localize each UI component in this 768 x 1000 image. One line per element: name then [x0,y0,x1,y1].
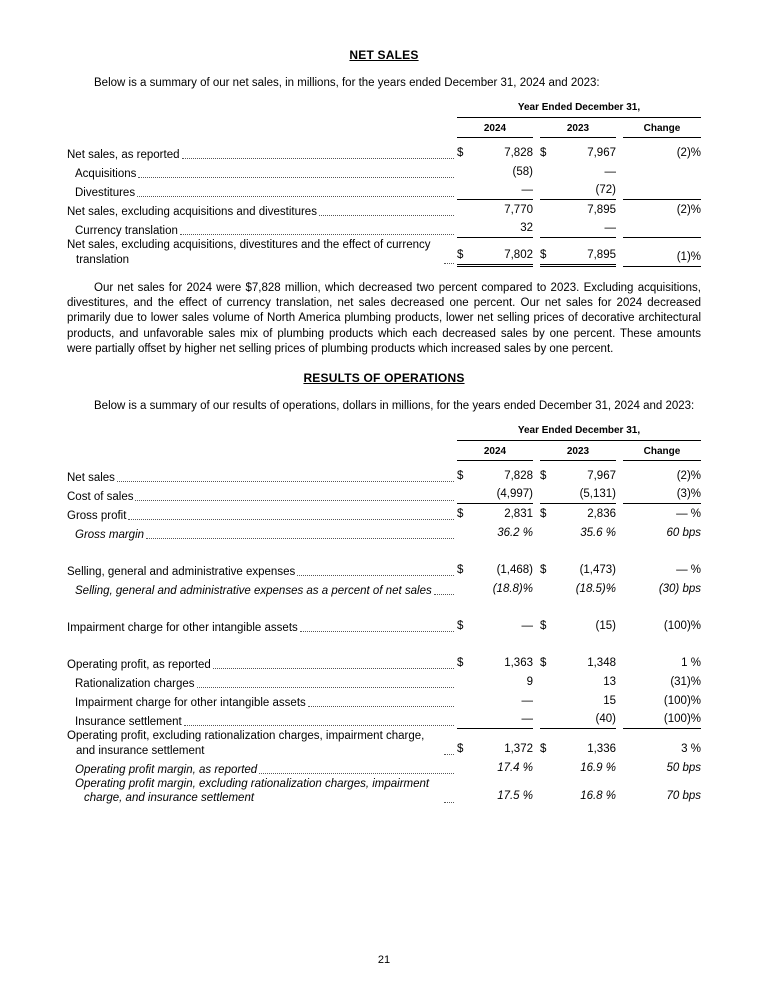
value-2024: — [521,712,533,725]
table-span-header-row [67,101,701,118]
header-spacer [67,122,457,138]
table-span-header-row [67,424,701,441]
row-label: Divestitures [75,187,136,199]
table-row [67,181,701,200]
change-cell: (100)% [663,694,701,707]
col-2024-cell [457,165,533,181]
row-label: Operating profit margin, as reported [75,763,258,776]
row-label: Currency translation [75,225,178,237]
col-2023-cell [540,469,616,485]
row-label: Net sales [67,471,115,484]
col-2024-cell [457,248,533,267]
dollar-sign: $ [540,619,547,632]
value-2023: 16.9 % [580,761,616,774]
value-2024: 1,372 [504,742,533,755]
dollar-sign: $ [457,656,464,669]
table-row [67,691,701,710]
row-label-wrap [67,167,457,181]
row-label: Net sales, excluding acquisitions and divestitures [67,206,317,218]
value-2024: 9 [526,675,533,688]
row-label-wrap [67,584,457,598]
change-cell [623,179,701,181]
value-2023: 7,967 [587,469,616,482]
row-label-wrap [67,729,457,758]
change-cell: (2)% [676,147,701,159]
value-2023: 7,967 [587,147,616,159]
value-2024: — [521,184,533,196]
page-number: 21 [377,954,391,967]
row-label-wrap [67,238,457,267]
dollar-sign: $ [540,563,547,576]
col-2023-cell [540,165,616,181]
value-2024: 36.2 % [497,526,533,539]
value-2024: — [521,694,533,707]
dotted-leader [434,594,454,595]
row-label-wrap [67,490,457,504]
value-2023: (1,473) [579,563,616,576]
value-2024: 7,828 [504,147,533,159]
dollar-sign: $ [540,248,547,261]
col-2024-cell [457,487,533,504]
table-row [67,579,701,598]
results-intro-paragraph: Below is a summary of our results of operations, dollars in millions, for the years ended December 31, 2024 and 2023: [94,399,695,412]
col-2024-cell [457,656,533,672]
table-row [67,777,701,806]
col-2024-cell [457,507,533,523]
col-2024-cell [457,712,533,729]
col-2024-cell [457,675,533,691]
net-sales-table [67,101,701,267]
dollar-sign: $ [540,507,547,520]
column-header-2023: 2023 [540,445,616,461]
row-label-wrap [67,565,457,579]
col-2024-cell [457,469,533,485]
col-2023-cell [540,712,616,729]
dotted-leader [259,773,454,774]
table-spacer [67,635,701,653]
dotted-leader [319,215,454,216]
table-row [67,504,701,523]
value-2024: (58) [512,166,533,178]
change-cell [623,197,701,200]
table-spacer [67,598,701,616]
row-label-wrap [67,621,457,635]
header-spacer [67,424,457,441]
col-2024-cell [457,789,533,805]
col-2023-cell [540,248,616,267]
row-label-wrap [67,205,457,219]
change-cell: (2)% [676,469,701,482]
dollar-sign: $ [457,507,464,520]
dotted-leader [128,519,454,520]
dotted-leader [184,725,454,726]
col-2024-cell [457,221,533,238]
table-row [67,523,701,542]
col-2023-cell [540,694,616,710]
value-2024: 1,363 [504,656,533,669]
col-2023-cell [540,675,616,691]
col-2023-cell [540,183,616,200]
value-2023: 16.8 % [580,790,616,803]
row-label-wrap [67,677,457,691]
row-label: Impairment charge for other intangible assets [67,621,298,634]
table-row [67,758,701,777]
row-label-wrap [67,224,457,238]
col-2024-cell [457,526,533,542]
row-label: Net sales, as reported [67,149,180,161]
dotted-leader [180,234,454,235]
row-label: Cost of sales [67,490,134,503]
value-2024: (1,468) [496,563,533,576]
col-2023-cell [540,761,616,777]
column-header-2024: 2024 [457,445,533,461]
dotted-leader [138,177,454,178]
dotted-leader [213,668,454,669]
row-label-wrap [67,509,457,523]
table-column-header-row [67,122,701,138]
col-2023-cell [540,563,616,579]
row-label: Operating profit, as reported [67,658,211,671]
col-2024-cell [457,619,533,635]
col-2023-cell [540,656,616,672]
row-label: Operating profit margin, excluding rationalization charges, impairment charge, and insurance settlement [75,778,430,805]
value-2023: 1,348 [587,656,616,669]
row-label-wrap [67,777,457,806]
table-row [67,143,701,162]
table-row [67,466,701,485]
value-2023: 7,895 [587,204,616,216]
dotted-leader [444,754,454,755]
value-2023: 13 [603,675,616,688]
col-2024-cell [457,146,533,162]
col-2024-cell [457,563,533,579]
section-heading-net-sales: NET SALES [349,48,419,62]
dollar-sign: $ [540,469,547,482]
row-label-wrap [67,715,457,729]
net-sales-intro-paragraph: Below is a summary of our net sales, in millions, for the years ended December 31, 2024 and 2023: [94,76,600,89]
dotted-leader [444,263,454,264]
change-cell: (2)% [676,204,701,216]
col-2024-cell [457,183,533,200]
value-2023: 35.6 % [580,526,616,539]
row-label: Operating profit, excluding rationalization charges, impairment charge, and insurance settlement [67,730,425,757]
dollar-sign: $ [540,147,547,159]
value-2023: (18.5)% [575,582,616,595]
table-row [67,672,701,691]
col-2023-cell [540,221,616,238]
row-label: Impairment charge for other intangible assets [75,696,306,709]
dollar-sign: $ [457,248,464,261]
change-cell: (100)% [623,712,701,729]
column-header-2023: 2023 [540,122,616,138]
value-2024: — [521,619,533,632]
value-2024: (4,997) [496,487,533,500]
row-label-wrap [67,528,457,542]
dollar-sign: $ [457,742,464,755]
dotted-leader [146,538,454,539]
col-2024-cell [457,582,533,598]
change-cell: 3 % [681,742,701,755]
value-2024: 7,770 [504,204,533,216]
row-label: Selling, general and administrative expenses [67,565,296,578]
row-label: Gross margin [75,528,145,541]
col-2023-cell [540,507,616,523]
value-2024: 17.4 % [497,761,533,774]
table-spacer [67,542,701,560]
dotted-leader [117,481,454,482]
col-2023-cell [540,742,616,758]
col-2024-cell [457,761,533,777]
dotted-leader [137,196,454,197]
table-row [67,200,701,219]
change-cell: 70 bps [666,790,701,803]
change-cell: (31)% [670,675,701,688]
dotted-leader [297,575,454,576]
value-2024: 2,831 [504,507,533,520]
span-header: Year Ended December 31, [457,424,701,441]
value-2024: 32 [520,222,533,234]
value-2023: (40) [595,712,616,725]
row-label: Insurance settlement [75,715,182,728]
value-2024: 7,828 [504,469,533,482]
dollar-sign: $ [457,147,464,159]
header-spacer [67,445,457,461]
dotted-leader [135,500,454,501]
table-row [67,485,701,504]
table-row [67,729,701,758]
dotted-leader [308,706,454,707]
value-2023: 15 [603,694,616,707]
dollar-sign: $ [540,742,547,755]
value-2023: (15) [595,619,616,632]
change-cell: — % [676,563,701,576]
row-label: Rationalization charges [75,677,195,690]
row-label: Net sales, excluding acquisitions, divestitures and the effect of currency translation [67,239,431,266]
table-row [67,560,701,579]
change-cell: (1)% [623,250,701,267]
row-label-wrap [67,763,457,777]
change-cell: (30) bps [658,582,701,595]
col-2024-cell [457,694,533,710]
value-2023: 7,895 [587,248,616,261]
table-column-header-row [67,445,701,461]
value-2023: 2,836 [587,507,616,520]
change-cell: 1 % [681,656,701,669]
table-row [67,616,701,635]
dotted-leader [182,158,454,159]
change-cell: (100)% [663,619,701,632]
col-2023-cell [540,789,616,805]
col-2023-cell [540,619,616,635]
row-label-wrap [67,186,457,200]
row-label-wrap [67,471,457,485]
value-2023: 1,336 [587,742,616,755]
value-2024: 7,802 [504,248,533,261]
dollar-sign: $ [540,656,547,669]
dollar-sign: $ [457,563,464,576]
value-2024: 17.5 % [497,790,533,803]
value-2023: (5,131) [579,487,616,500]
row-label-wrap [67,148,457,162]
change-cell: 50 bps [666,761,701,774]
value-2023: (72) [595,184,616,196]
row-label: Selling, general and administrative expenses as a percent of net sales [75,584,432,597]
table-row [67,162,701,181]
span-header: Year Ended December 31, [457,101,701,118]
value-2023: — [604,222,616,234]
col-2024-cell [457,742,533,758]
col-2023-cell [540,582,616,598]
dollar-sign: $ [457,469,464,482]
row-label-wrap [67,658,457,672]
table-row [67,219,701,238]
row-label: Acquisitions [75,168,137,180]
value-2023: — [604,166,616,178]
change-cell: — % [676,507,701,520]
change-cell: 60 bps [666,526,701,539]
row-label-wrap [67,696,457,710]
change-cell [623,235,701,238]
dotted-leader [444,802,454,803]
col-2023-cell [540,526,616,542]
dollar-sign: $ [457,619,464,632]
col-2024-cell [457,203,533,219]
column-header-change: Change [623,445,701,461]
header-spacer [67,101,457,118]
table-row [67,710,701,729]
change-cell: (3)% [623,487,701,504]
col-2023-cell [540,146,616,162]
col-2023-cell [540,203,616,219]
column-header-2024: 2024 [457,122,533,138]
table-row [67,238,701,267]
net-sales-body-paragraph: Our net sales for 2024 were $7,828 million, which decreased two percent compared to 2023. Excluding acquisitions, divestitures, and the effect of currency translation, net sales decreased one percent. Our net sales for 2024 decreased primarily due to lower sales volume of North America plumbing products, lower net selling prices of decorative architectural products, and unfavorable sales mix of plumbing products which each decreased sales by one percent. These amounts were partially offset by higher net selling prices of plumbing products which increased sales by one percent. [67,282,701,355]
dotted-leader [197,687,454,688]
col-2023-cell [540,487,616,504]
section-heading-results: RESULTS OF OPERATIONS [303,370,465,385]
value-2024: (18.8)% [492,582,533,595]
results-table [67,424,701,806]
column-header-change: Change [623,122,701,138]
table-row [67,653,701,672]
dotted-leader [300,631,454,632]
row-label: Gross profit [67,509,127,522]
